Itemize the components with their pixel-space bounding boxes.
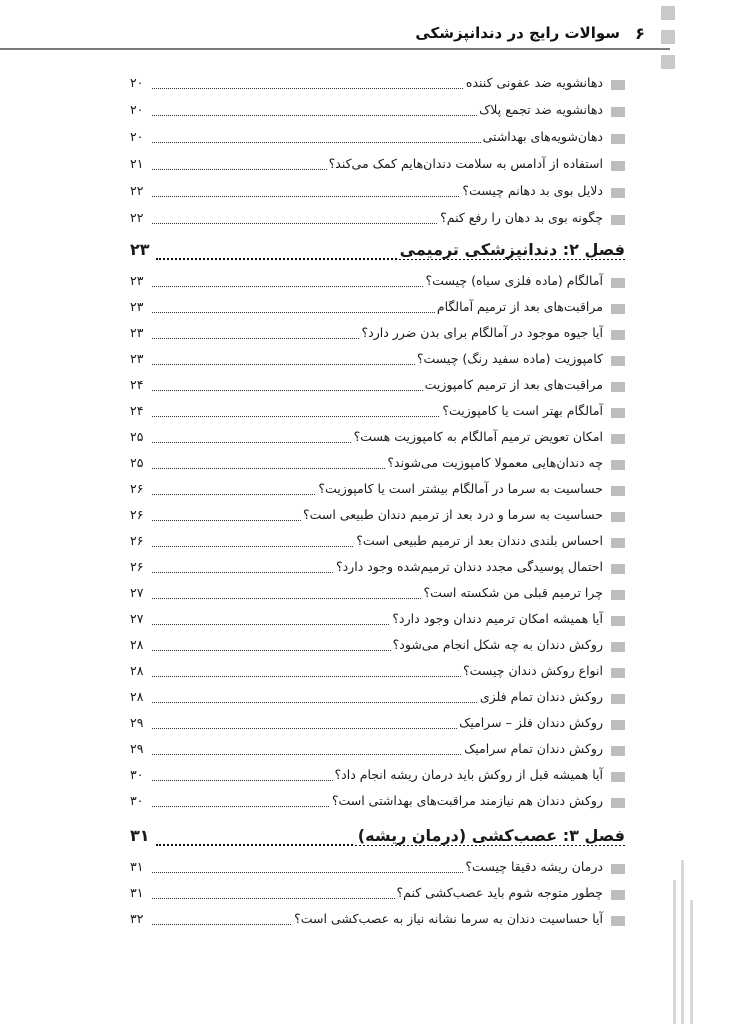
table-of-contents	[130, 72, 625, 932]
entry-title: حساسیت به سرما در آمالگام بیشتر است یا کامپوزیت؟	[318, 481, 603, 496]
entry-page: ۲۲	[130, 183, 152, 198]
entry-title: آیا جیوه موجود در آمالگام برای بدن ضرر دارد؟	[361, 325, 603, 340]
toc-entry[interactable]	[130, 686, 625, 712]
entry-title: احتمال پوسیدگی مجدد دندان ترمیم‌شده وجود دارد؟	[335, 559, 603, 574]
square-bullet-icon	[611, 382, 625, 392]
toc-entry[interactable]	[130, 426, 625, 452]
entry-title: امکان تعویض ترمیم آمالگام به کامپوزیت هست؟	[353, 429, 603, 444]
side-bar-1	[673, 880, 676, 1024]
square-bullet-icon	[611, 916, 625, 926]
entry-page: ۲۸	[130, 663, 152, 678]
entry-page: ۳۲	[130, 911, 152, 926]
entry-page: ۲۸	[130, 689, 152, 704]
entry-title: دهانشویه ضد تجمع پلاک	[479, 102, 603, 117]
square-bullet-icon	[611, 694, 625, 704]
entry-page: ۲۲	[130, 210, 152, 225]
toc-entry[interactable]	[130, 99, 625, 125]
square-bullet-icon	[611, 616, 625, 626]
corner-square-1	[661, 6, 675, 20]
entry-title: چگونه بوی بد دهان را رفع کنم؟	[440, 210, 603, 225]
toc-entry[interactable]	[130, 764, 625, 790]
entry-title: مراقبت‌های بعد از ترمیم آمالگام	[436, 299, 603, 314]
entry-title: حساسیت به سرما و درد بعد از ترمیم دندان طبیعی است؟	[303, 507, 603, 522]
entry-page: ۲۳	[130, 273, 152, 288]
toc-entry[interactable]	[130, 660, 625, 686]
side-bar-3	[690, 900, 693, 1024]
toc-entry[interactable]	[130, 908, 625, 934]
corner-square-3	[661, 55, 675, 69]
chapter-heading-2[interactable]	[130, 238, 625, 268]
entry-page: ۲۱	[130, 156, 152, 171]
side-bar-2	[681, 860, 684, 1024]
toc-entry[interactable]	[130, 504, 625, 530]
toc-entry[interactable]	[130, 153, 625, 179]
entry-title: روکش دندان به چه شکل انجام می‌شود؟	[392, 637, 603, 652]
entry-title: آیا همیشه قبل از روکش باید درمان ریشه انجام داد؟	[334, 767, 603, 782]
square-bullet-icon	[611, 134, 625, 144]
corner-square-2	[661, 30, 675, 44]
entry-title: درمان ریشه دقیقا چیست؟	[465, 859, 603, 874]
entry-page: ۲۴	[130, 403, 152, 418]
entry-page: ۲۶	[130, 507, 152, 522]
square-bullet-icon	[611, 460, 625, 470]
square-bullet-icon	[611, 486, 625, 496]
toc-entry[interactable]	[130, 270, 625, 296]
toc-entry[interactable]	[130, 856, 625, 882]
entry-title: روکش دندان هم نیازمند مراقبت‌های بهداشتی است؟	[331, 793, 603, 808]
entry-title: آمالگام بهتر است یا کامپوزیت؟	[442, 403, 603, 418]
entry-title: دلایل بوی بد دهانم چیست؟	[462, 183, 603, 198]
entry-title: کامپوزیت (ماده سفید رنگ) چیست؟	[416, 351, 603, 366]
toc-entry[interactable]	[130, 296, 625, 322]
toc-entry[interactable]	[130, 72, 625, 98]
toc-entry[interactable]	[130, 530, 625, 556]
header-rule	[0, 48, 670, 50]
chapter-page: ۲۳	[130, 240, 153, 259]
square-bullet-icon	[611, 890, 625, 900]
entry-page: ۲۷	[130, 585, 152, 600]
entry-page: ۲۰	[130, 129, 152, 144]
square-bullet-icon	[611, 564, 625, 574]
entry-page: ۲۸	[130, 637, 152, 652]
book-title: سوالات رایج در دندانپزشکی	[415, 24, 620, 42]
entry-page: ۲۶	[130, 481, 152, 496]
toc-entry[interactable]	[130, 790, 625, 816]
square-bullet-icon	[611, 798, 625, 808]
square-bullet-icon	[611, 746, 625, 756]
toc-entry[interactable]	[130, 634, 625, 660]
square-bullet-icon	[611, 188, 625, 198]
entry-title: روکش دندان تمام فلزی	[479, 689, 603, 704]
square-bullet-icon	[611, 107, 625, 117]
toc-entry[interactable]	[130, 582, 625, 608]
entry-title: چرا ترمیم قبلی من شکسته است؟	[423, 585, 603, 600]
square-bullet-icon	[611, 864, 625, 874]
toc-entry[interactable]	[130, 738, 625, 764]
entry-page: ۲۶	[130, 533, 152, 548]
square-bullet-icon	[611, 512, 625, 522]
toc-entry[interactable]	[130, 126, 625, 152]
square-bullet-icon	[611, 215, 625, 225]
square-bullet-icon	[611, 356, 625, 366]
entry-title: دهان‌شویه‌های بهداشتی	[482, 129, 603, 144]
toc-entry[interactable]	[130, 400, 625, 426]
square-bullet-icon	[611, 304, 625, 314]
square-bullet-icon	[611, 720, 625, 730]
toc-entry[interactable]	[130, 882, 625, 908]
entry-title: آیا حساسیت دندان به سرما نشانه نیاز به عصب‌کشی است؟	[294, 911, 603, 926]
toc-entry[interactable]	[130, 478, 625, 504]
square-bullet-icon	[611, 80, 625, 90]
entry-page: ۳۱	[130, 859, 152, 874]
entry-page: ۲۰	[130, 102, 152, 117]
entry-title: استفاده از آدامس به سلامت دندان‌هایم کمک می‌کند؟	[328, 156, 603, 171]
entry-title: آمالگام (ماده فلزی سیاه) چیست؟	[425, 273, 603, 288]
toc-entry[interactable]	[130, 180, 625, 206]
entry-page: ۲۶	[130, 559, 152, 574]
entry-page: ۳۱	[130, 885, 152, 900]
square-bullet-icon	[611, 161, 625, 171]
toc-entry[interactable]	[130, 348, 625, 374]
square-bullet-icon	[611, 668, 625, 678]
chapter-title: فصل ۲: دندانپزشکی ترمیمی	[397, 240, 625, 259]
entry-title: چطور متوجه شوم باید عصب‌کشی کنم؟	[396, 885, 603, 900]
square-bullet-icon	[611, 538, 625, 548]
entry-page: ۲۰	[130, 75, 152, 90]
toc-entry[interactable]	[130, 556, 625, 582]
entry-page: ۲۳	[130, 299, 152, 314]
entry-page: ۲۷	[130, 611, 152, 626]
toc-entry[interactable]	[130, 322, 625, 348]
entry-page: ۲۵	[130, 429, 152, 444]
square-bullet-icon	[611, 434, 625, 444]
square-bullet-icon	[611, 408, 625, 418]
entry-title: آیا همیشه امکان ترمیم دندان وجود دارد؟	[392, 611, 603, 626]
entry-title: چه دندان‌هایی معمولا کامپوزیت می‌شوند؟	[387, 455, 603, 470]
toc-entry[interactable]	[130, 608, 625, 634]
page-number: ۶	[635, 24, 645, 43]
entry-title: احساس بلندی دندان بعد از ترمیم طبیعی است؟	[356, 533, 603, 548]
toc-entry[interactable]	[130, 207, 625, 233]
entry-title: دهانشویه ضد عفونی کننده	[465, 75, 603, 90]
entry-title: روکش دندان فلز – سرامیک	[459, 715, 603, 730]
entry-title: مراقبت‌های بعد از ترمیم کامپوزیت	[424, 377, 603, 392]
entry-page: ۳۰	[130, 793, 152, 808]
entry-title: روکش دندان تمام سرامیک	[464, 741, 603, 756]
entry-title: انواع روکش دندان چیست؟	[462, 663, 603, 678]
toc-entry[interactable]	[130, 452, 625, 478]
square-bullet-icon	[611, 642, 625, 652]
square-bullet-icon	[611, 772, 625, 782]
chapter-title: فصل ۳: عصب‌کشی (درمان ریشه)	[355, 826, 625, 845]
square-bullet-icon	[611, 330, 625, 340]
entry-page: ۲۳	[130, 351, 152, 366]
square-bullet-icon	[611, 278, 625, 288]
entry-page: ۲۹	[130, 715, 152, 730]
entry-page: ۲۹	[130, 741, 152, 756]
entry-page: ۲۳	[130, 325, 152, 340]
square-bullet-icon	[611, 590, 625, 600]
entry-page: ۳۰	[130, 767, 152, 782]
toc-entry[interactable]	[130, 712, 625, 738]
chapter-page: ۳۱	[130, 826, 153, 845]
chapter-heading-3[interactable]	[130, 824, 625, 854]
entry-page: ۲۴	[130, 377, 152, 392]
toc-entry[interactable]	[130, 374, 625, 400]
entry-page: ۲۵	[130, 455, 152, 470]
